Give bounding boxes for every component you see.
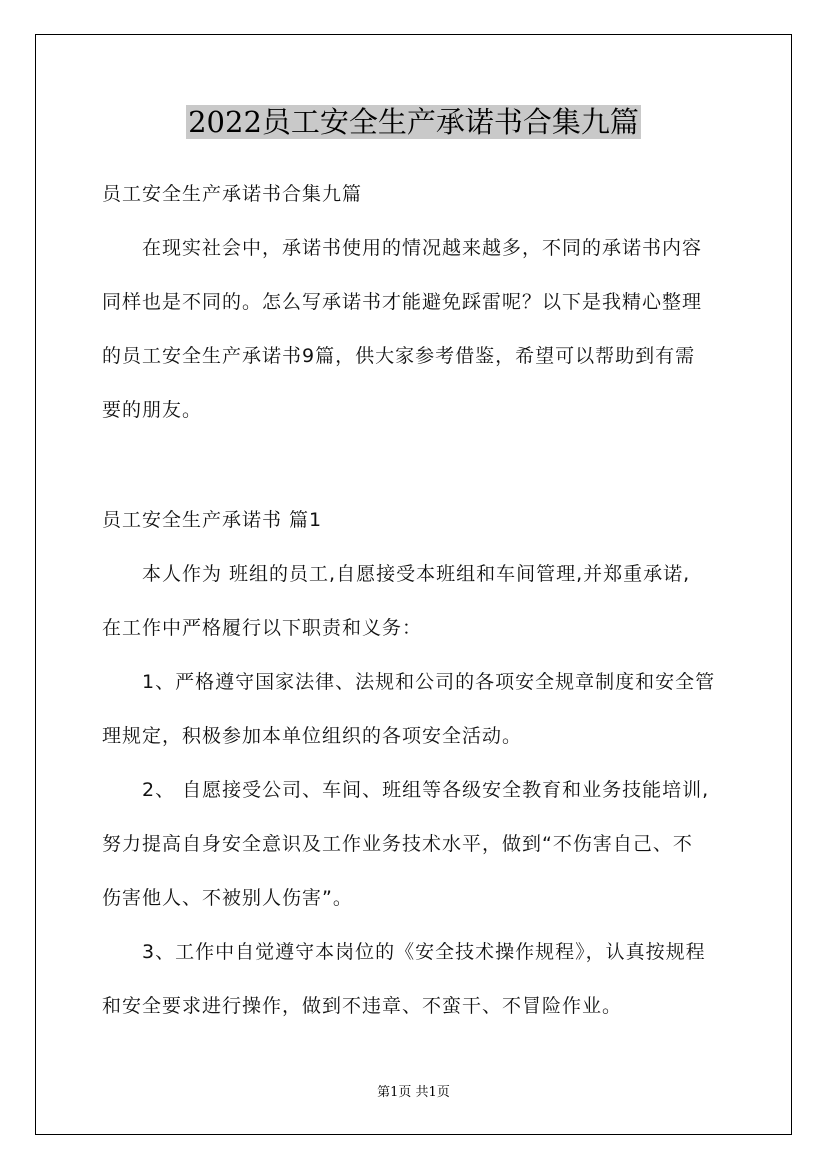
intro-line-4: 要的朋友。 — [102, 399, 203, 421]
body-line-2: 在工作中严格履行以下职责和义务： — [102, 617, 423, 639]
body-line-1: 本人作为 班组的员工,自愿接受本班组和车间管理,并郑重承诺, — [142, 563, 691, 585]
page-footer: 第1页 共1页 — [377, 1085, 450, 1100]
document-title: 2022员工安全生产承诺书合集九篇 — [188, 105, 639, 139]
body-line-8: 3、工作中自觉遵守本岗位的《安全技术操作规程》，认真按规程 — [142, 941, 706, 963]
document-subtitle: 员工安全生产承诺书合集九篇 — [102, 183, 363, 205]
body-line-7: 伤害他人、不被别人伤害”。 — [102, 887, 353, 909]
body-line-3: 1、严格遵守国家法律、法规和公司的各项安全规章制度和安全管 — [142, 671, 716, 693]
body-line-6: 努力提高自身安全意识及工作业务技术水平，做到“不伤害自己、不 — [102, 833, 693, 855]
intro-line-2: 同样也是不同的。怎么写承诺书才能避免踩雷呢？以下是我精心整理 — [102, 291, 703, 313]
body-line-9: 和安全要求进行操作，做到不违章、不蛮干、不冒险作业。 — [102, 995, 623, 1017]
intro-line-3: 的员工安全生产承诺书9篇，供大家参考借鉴，希望可以帮助到有需 — [102, 345, 696, 367]
body-line-4: 理规定，积极参加本单位组织的各项安全活动。 — [102, 725, 523, 747]
section-heading: 员工安全生产承诺书 篇1 — [102, 509, 323, 531]
body-line-5: 2、 自愿接受公司、车间、班组等各级安全教育和业务技能培训, — [142, 779, 710, 801]
intro-line-1: 在现实社会中，承诺书使用的情况越来越多，不同的承诺书内容 — [142, 237, 703, 259]
